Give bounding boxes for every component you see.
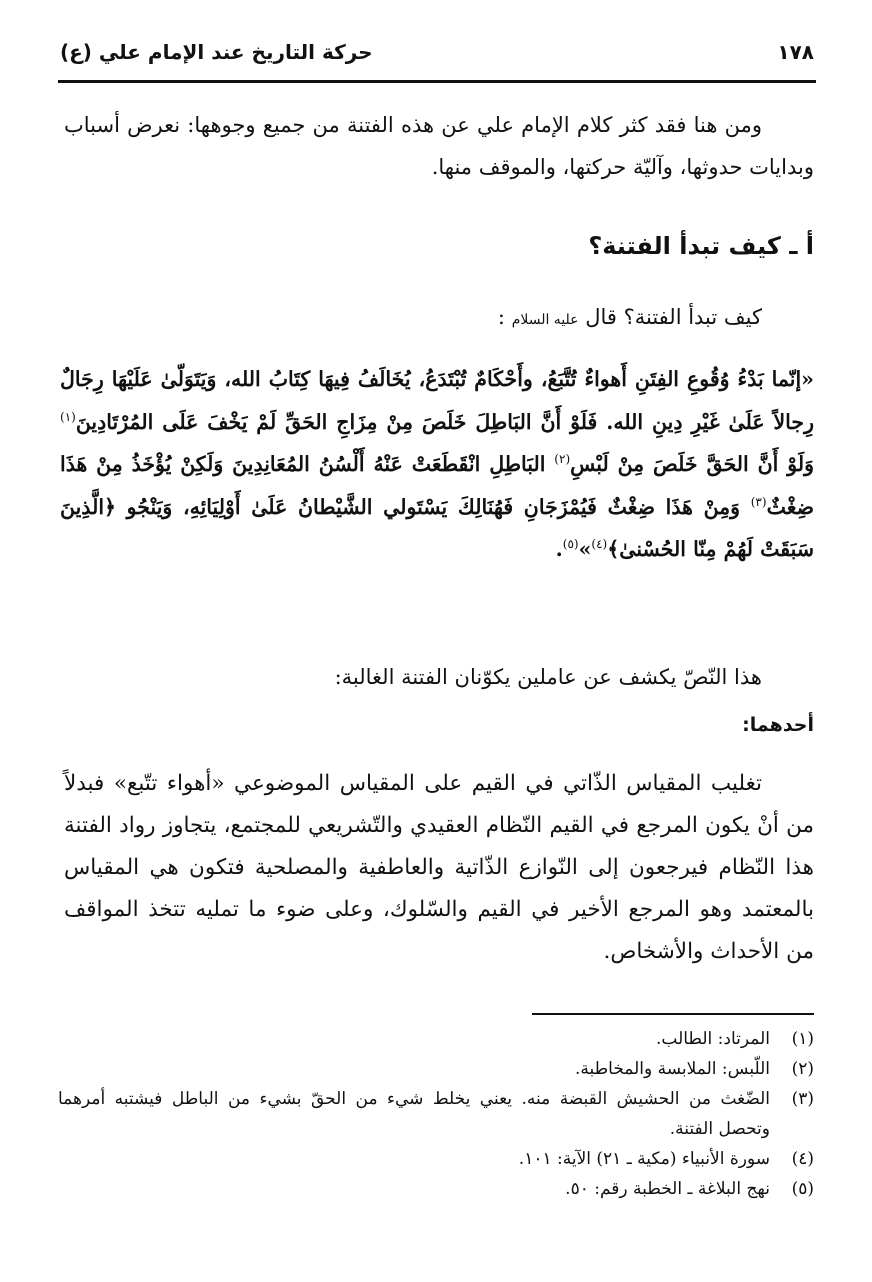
- quote-text-5: »: [578, 537, 592, 561]
- quote-text-3: البَاطِلِ انْقَطَعَتْ عَنْهُ أَلْسُنُ المُعَانِدِينَ وَلَكِنْ يُؤْخَذُ مِنْ هَذَا ضِغْثٌ: [60, 452, 814, 519]
- body-paragraph-text: تغليب المقياس الذّاتي في القيم على المقياس الموضوعي «أهواء تتّبع» فبدلاً من أنْ يكون المرجع في القيم النّظام العقيدي والتّشريعي للمجتمع، يتجاوز رواد الفتنة هذا النّظام فيرجعون إلى النّوازع الذّاتية والعاطفية والمصلحية فتكون هي المقياس بالمعتمد وهو المرجع الأخير في القيم والسّلوك، وعلى ضوء ما تمليه تتخذ المواقف من الأحداث والأشخاص.: [64, 771, 814, 964]
- running-title: حركة التاريخ عند الإمام علي (ع): [60, 40, 373, 64]
- footnote-ref-5[interactable]: (٥): [562, 537, 579, 552]
- intro-paragraph-text: ومن هنا فقد كثر كلام الإمام علي عن هذه الفتنة من جميع وجوهها: نعرض أسباب وبدايات حدوثها، وآليّة حركتها، والموقف منها.: [64, 113, 814, 179]
- quote-text-1: «إنّما بَدْءُ وُقُوعِ الفِتَنِ أَهواءٌ تُتَّبَعُ، وأَحْكَامٌ تُبْتَدَعُ، يُخَالَفُ فِيهَا كِتَابُ الله، وَيَتَوَلّىٰ عَلَيْهَا رِجَالٌ رِجالاً عَلَىٰ غَيْرِ دِينِ الله. فَلَوْ أَنَّ البَاطِلَ خَلَصَ مِنْ مِزَاجِ الحَقِّ لَمْ يَخْفَ عَلَى المُرْتَادِينَ: [60, 367, 814, 434]
- quote-text-4: وَمِنْ هَذَا ضِغْثٌ فَيُمْزَجَانِ فَهُنَالِكَ يَسْتَولي الشَّيْطانُ عَلَىٰ أَوْلِيَائِهِ، وَيَنْجُو ﴿الَّذِينَ سَبَقَتْ لَهُمْ مِنّا الحُسْنىٰ﴾: [60, 494, 814, 561]
- quote-text-2: وَلَوْ أَنَّ الحَقَّ خَلَصَ مِنْ لَبْسِ: [570, 452, 814, 476]
- footnote-item: [58, 1054, 814, 1084]
- footnote-item: [58, 1144, 814, 1174]
- footnote-number: (١): [791, 1029, 814, 1049]
- sermon-quote: [60, 358, 814, 571]
- footnote-number: (٣): [791, 1089, 814, 1109]
- footnote-text: نهج البلاغة ـ الخطبة رقم: ٥٠.: [565, 1179, 770, 1199]
- footnote-item: [58, 1174, 814, 1204]
- footnote-ref-3[interactable]: (٣): [750, 494, 767, 509]
- quote-text-6: .: [555, 537, 563, 561]
- body-paragraph: [64, 763, 814, 973]
- footnote-ref-1[interactable]: (١): [60, 409, 76, 424]
- quote-intro: [64, 296, 814, 341]
- quote-intro-colon: :: [497, 305, 505, 329]
- footnote-text: المرتاد: الطالب.: [655, 1029, 770, 1049]
- footnote-ref-4[interactable]: (٤): [591, 537, 608, 552]
- footnote-number: (٤): [791, 1149, 814, 1169]
- salutation-mark: عليه السلام: [511, 312, 579, 328]
- footnote-ref-2[interactable]: (٢): [554, 452, 571, 467]
- header-rule: [58, 80, 816, 83]
- footnote-text: الضّغث من الحشيش القبضة منه. يعني يخلط شيء من الحقّ بشيء من الباطل فيشتبه أمرهما وتحصل الفتنة.: [58, 1089, 770, 1139]
- footnote-text: اللّبس: الملابسة والمخاطبة.: [574, 1059, 770, 1079]
- section-title: أ ـ كيف تبدأ الفتنة؟: [588, 232, 814, 260]
- footnote-number: (٥): [791, 1179, 814, 1199]
- page-number: ١٧٨: [777, 40, 814, 64]
- footnote-number: (٢): [791, 1059, 814, 1079]
- footnote-separator: [532, 1013, 814, 1015]
- intro-paragraph: [64, 104, 814, 188]
- subheading: أحدهما:: [742, 714, 814, 736]
- footnote-text: سورة الأنبياء (مكية ـ ٢١) الآية: ١٠١.: [518, 1149, 770, 1169]
- footnote-item: [58, 1084, 814, 1144]
- footnote-item: [58, 1024, 814, 1054]
- running-header: [60, 32, 814, 72]
- analysis-intro-text: هذا النّصّ يكشف عن عاملين يكوّنان الفتنة الغالبة:: [334, 665, 762, 689]
- analysis-intro: [64, 656, 814, 698]
- quote-intro-text: كيف تبدأ الفتنة؟ قال: [585, 305, 762, 329]
- footnotes-list: [58, 1024, 814, 1204]
